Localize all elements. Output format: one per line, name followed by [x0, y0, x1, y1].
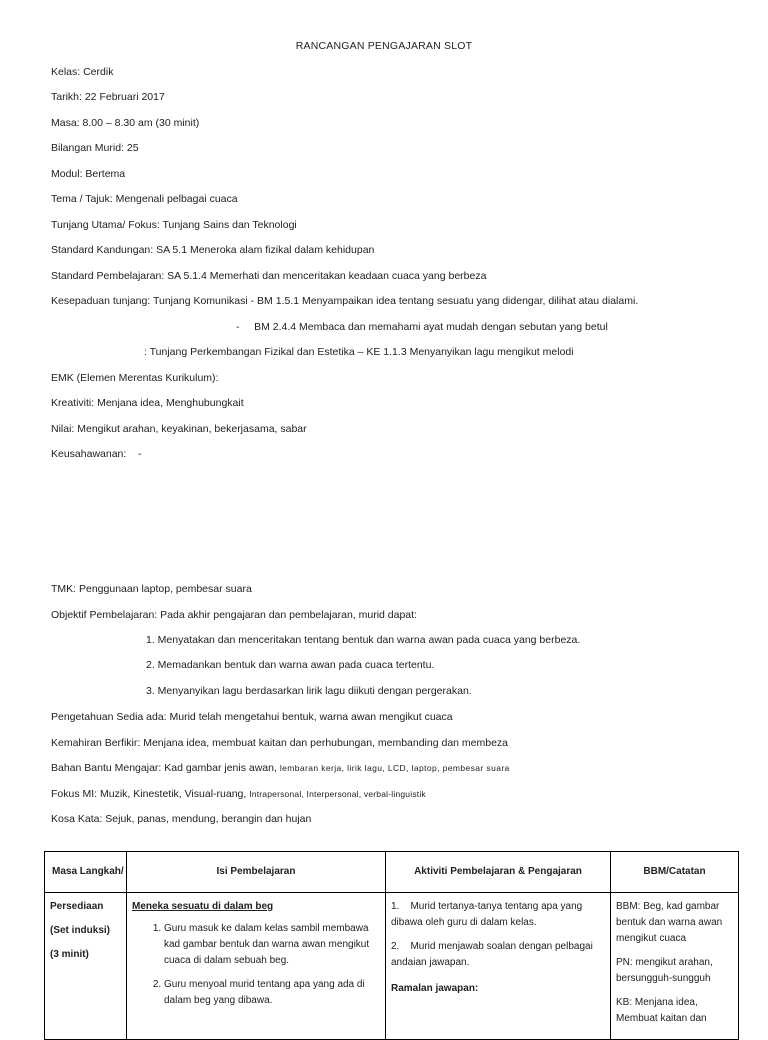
page-title: RANCANGAN PENGAJARAN SLOT: [295, 40, 473, 52]
aktiviti-item: 1. Murid tertanya-tanya tentang apa yang dibawa oleh guru di dalam kelas.: [391, 901, 586, 928]
emk-line: EMK (Elemen Merentas Kurikulum):: [51, 372, 219, 384]
kesepaduan-line: Kesepaduan tunjang: Tunjang Komunikasi - BM 1.5.1 Menyampaikan idea tentang sesuatu yang didengar, dilihat atau dialami.: [51, 295, 639, 307]
masa-line: Masa: 8.00 – 8.30 am (30 minit): [51, 117, 200, 129]
nilai-line: Nilai: Mengikut arahan, keyakinan, bekerjasama, sabar: [51, 423, 307, 435]
pengetahuan-line: Pengetahuan Sedia ada: Murid telah mengetahui bentuk, warna awan mengikut cuaca: [51, 711, 453, 723]
step-duration: (3 minit): [50, 949, 89, 960]
header-isi-pembelajaran: Isi Pembelajaran: [127, 852, 386, 893]
kelas-line: Kelas: Cerdik: [51, 66, 114, 78]
fokus-mi-line: [51, 788, 426, 800]
tema-line: Tema / Tajuk: Mengenali pelbagai cuaca: [51, 193, 238, 205]
objektif-line: Objektif Pembelajaran: Pada akhir pengajaran dan pembelajaran, murid dapat:: [51, 609, 417, 621]
objektif-item: 2. Memadankan bentuk dan warna awan pada cuaca tertentu.: [146, 659, 435, 671]
table-header-row: [45, 852, 739, 893]
cell-bbm-catatan: [611, 893, 739, 1040]
isi-heading: Meneka sesuatu di dalam beg: [132, 901, 274, 912]
table-row: [45, 893, 739, 1040]
cell-masa-langkah: [45, 893, 127, 1040]
cell-aktiviti: [386, 893, 611, 1040]
tarikh-line: Tarikh: 22 Februari 2017: [51, 91, 165, 103]
catatan-item: BBM: Beg, kad gambar bentuk dan warna awan mengikut cuaca: [616, 901, 723, 944]
objektif-item: 1. Menyatakan dan menceritakan tentang bentuk dan warna awan pada cuaca yang berbeza.: [146, 634, 581, 646]
standard-kandungan-line: Standard Kandungan: SA 5.1 Meneroka alam fizikal dalam kehidupan: [51, 244, 375, 256]
modul-line: Modul: Bertema: [51, 168, 126, 180]
kosa-kata-line: Kosa Kata: Sejuk, panas, mendung, berangin dan hujan: [51, 813, 312, 825]
ramalan-label: Ramalan jawapan:: [391, 983, 479, 994]
kreativiti-line: Kreativiti: Menjana idea, Menghubungkait: [51, 397, 244, 409]
kesepaduan-line-3: : Tunjang Perkembangan Fizikal dan Estetika – KE 1.1.3 Menyanyikan lagu mengikut melodi: [144, 346, 574, 358]
tunjang-line: Tunjang Utama/ Fokus: Tunjang Sains dan Teknologi: [51, 219, 297, 231]
kemahiran-line: Kemahiran Berfikir: Menjana idea, membuat kaitan dan perhubungan, membanding dan membeza: [51, 737, 509, 749]
isi-list: [132, 921, 381, 1009]
list-item: 2. Guru menyoal murid tentang apa yang ada di dalam beg yang dibawa.: [164, 977, 381, 1009]
header-bbm-catatan: BBM/Catatan: [611, 852, 739, 893]
fokus-list-text: Intrapersonal, Interpersonal, verbal-linguistik: [249, 789, 426, 799]
bilangan-line: Bilangan Murid: 25: [51, 142, 139, 154]
step-phase: (Set induksi): [50, 925, 111, 936]
aktiviti-item: 2. Murid menjawab soalan dengan pelbagai andaian jawapan.: [391, 941, 596, 968]
step-name: Persediaan: [50, 901, 104, 912]
fokus-main-text: Fokus MI: Muzik, Kinestetik, Visual-ruang,: [51, 788, 250, 800]
catatan-item: PN: mengikut arahan, bersungguh-sungguh: [616, 957, 713, 984]
keusahawanan-line: Keusahawanan: -: [51, 448, 142, 460]
bahan-line: [51, 762, 510, 774]
bahan-list-text: lembaran kerja, lirik lagu, LCD, laptop, pembesar suara: [279, 763, 510, 773]
header-masa-langkah: Masa Langkah/: [45, 852, 127, 893]
kesepaduan-line-2: - BM 2.4.4 Membaca dan memahami ayat mudah dengan sebutan yang betul: [236, 321, 608, 333]
header-aktiviti: Aktiviti Pembelajaran & Pengajaran: [386, 852, 611, 893]
standard-pembelajaran-line: Standard Pembelajaran: SA 5.1.4 Memerhati dan menceritakan keadaan cuaca yang berbeza: [51, 270, 487, 282]
tmk-line: TMK: Penggunaan laptop, pembesar suara: [51, 583, 252, 595]
bahan-main-text: Bahan Bantu Mengajar: Kad gambar jenis awan,: [51, 762, 280, 774]
catatan-item: KB: Menjana idea, Membuat kaitan dan: [616, 997, 707, 1024]
cell-isi-pembelajaran: [127, 893, 386, 1040]
list-item: 1. Guru masuk ke dalam kelas sambil membawa kad gambar bentuk dan warna awan mengikut cuaca di dalam sebuah beg.: [164, 921, 381, 969]
lesson-plan-table: [44, 851, 739, 1040]
objektif-item: 3. Menyanyikan lagu berdasarkan lirik lagu diikuti dengan pergerakan.: [146, 685, 472, 697]
